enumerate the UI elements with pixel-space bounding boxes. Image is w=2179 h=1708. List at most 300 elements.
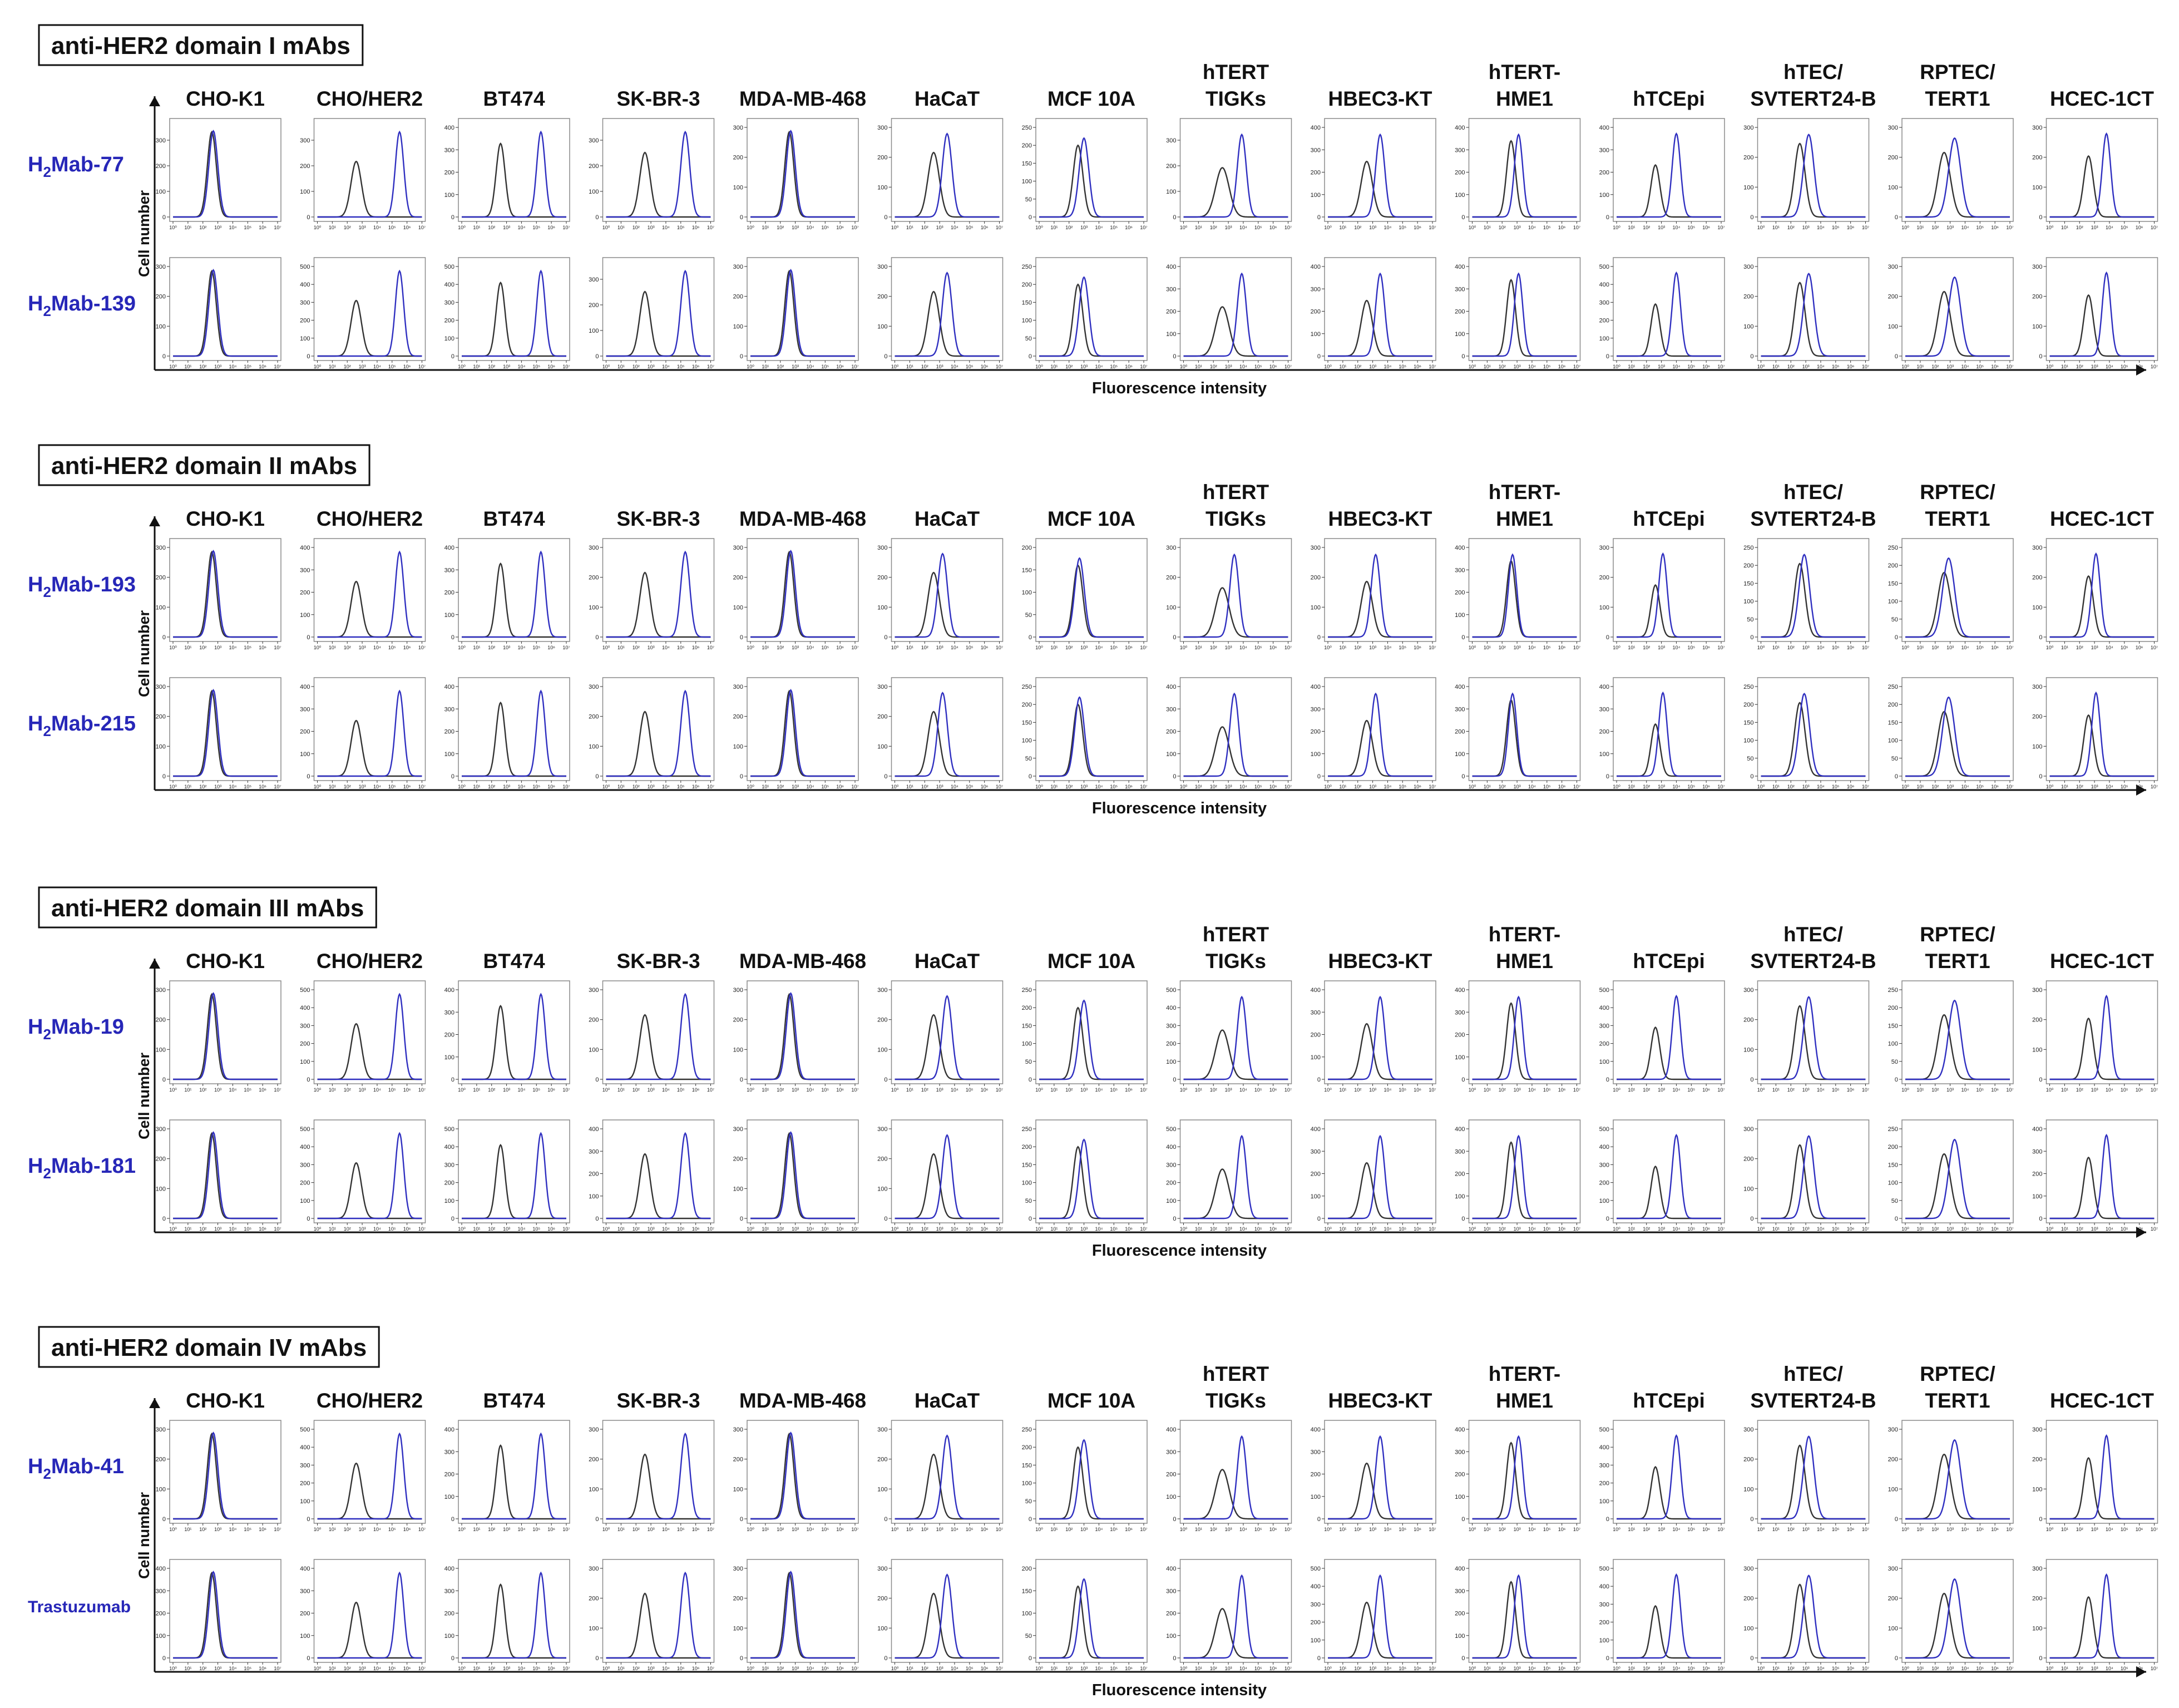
x-tick-label: 10¹	[1628, 225, 1636, 230]
y-tick-label: 200	[2032, 574, 2043, 581]
x-tick-label: 10¹	[1050, 1666, 1058, 1671]
x-tick-label: 10³	[1080, 1087, 1088, 1093]
x-tick-label: 10⁷	[706, 645, 715, 650]
x-axis-label: Fluorescence intensity	[1091, 1681, 1267, 1699]
y-tick-label: 0	[1028, 353, 1032, 360]
x-tick-label: 10³	[1513, 364, 1521, 369]
x-tick-label: 10⁵	[1976, 1087, 1984, 1093]
x-tick-label: 10⁵	[1976, 225, 1984, 230]
x-tick-label: 10⁰	[1035, 1666, 1043, 1671]
histogram-plot	[589, 258, 714, 369]
y-tick-label: 300	[1455, 286, 1465, 293]
x-tick-label: 10²	[1354, 1527, 1362, 1532]
plot-frame	[1613, 1559, 1725, 1662]
y-tick-label: 100	[1888, 598, 1898, 605]
histogram-plot	[877, 1559, 1003, 1671]
x-tick-label: 10⁴	[1384, 784, 1392, 789]
x-tick-label: 10⁴	[1816, 1087, 1825, 1093]
x-tick-label: 10⁶	[1558, 364, 1566, 369]
x-tick-label: 10⁰	[891, 1527, 899, 1532]
y-tick-label: 300	[589, 545, 599, 551]
x-tick-label: 10⁰	[1324, 1087, 1332, 1093]
x-tick-label: 10⁴	[1672, 784, 1681, 789]
plot-frame	[170, 981, 281, 1084]
y-tick-label: 200	[877, 154, 888, 161]
plot-frame	[1469, 678, 1580, 781]
x-tick-label: 10⁶	[1991, 364, 1999, 369]
x-tick-label: 10⁰	[169, 1087, 177, 1093]
histogram-plot	[1455, 981, 1580, 1093]
x-tick-label: 10⁵	[1110, 364, 1118, 369]
x-tick-label: 10⁵	[1687, 784, 1696, 789]
x-tick-label: 10⁶	[1414, 1666, 1422, 1671]
y-tick-label: 200	[1310, 1471, 1321, 1478]
histogram-plot	[1311, 258, 1436, 369]
x-tick-label: 10⁴	[1672, 364, 1681, 369]
x-tick-label: 10⁵	[388, 1527, 396, 1532]
x-axis-label: Fluorescence intensity	[1091, 799, 1267, 817]
x-tick-label: 10⁶	[1414, 1527, 1422, 1532]
y-tick-label: 200	[877, 293, 888, 300]
x-tick-label: 10¹	[906, 1666, 913, 1671]
y-tick-label: 0	[1461, 634, 1465, 641]
x-tick-label: 10⁰	[747, 1666, 754, 1671]
x-tick-label: 10⁷	[418, 1666, 426, 1671]
x-tick-label: 10³	[1369, 1666, 1377, 1671]
x-tick-label: 10²	[1209, 784, 1217, 789]
y-tick-label: 0	[1461, 353, 1465, 360]
x-tick-label: 10²	[343, 1666, 351, 1671]
x-tick-label: 10⁶	[1269, 1666, 1277, 1671]
x-tick-label: 10⁴	[806, 1087, 814, 1093]
x-tick-label: 10¹	[473, 1527, 481, 1532]
cell-line-label: TIGKs	[1205, 507, 1266, 530]
y-tick-label: 50	[1025, 1498, 1032, 1505]
x-tick-label: 10⁰	[1179, 1527, 1188, 1532]
cell-line-label: TERT1	[1925, 1389, 1990, 1412]
x-tick-label: 10⁴	[2105, 784, 2113, 789]
y-tick-label: 100	[1310, 330, 1321, 338]
y-tick-label: 0	[162, 634, 166, 641]
x-tick-label: 10⁵	[676, 1087, 685, 1093]
x-tick-label: 10⁶	[1702, 1527, 1711, 1532]
x-tick-label: 10⁷	[2150, 645, 2158, 650]
x-tick-label: 10²	[343, 1527, 351, 1532]
y-tick-label: 200	[1021, 702, 1032, 709]
x-tick-label: 10⁷	[1861, 645, 1870, 650]
x-tick-label: 10⁶	[836, 645, 844, 650]
x-tick-label: 10³	[358, 784, 366, 789]
x-tick-label: 10⁵	[2120, 1226, 2128, 1232]
y-tick-label: 100	[589, 1193, 599, 1200]
x-tick-label: 10³	[1513, 1087, 1521, 1093]
x-tick-label: 10²	[1931, 364, 1939, 369]
x-tick-label: 10⁷	[1140, 1666, 1148, 1671]
x-tick-label: 10²	[1498, 364, 1506, 369]
x-tick-label: 10⁴	[1528, 225, 1536, 230]
x-tick-label: 10⁵	[965, 1666, 974, 1671]
x-axis-label: Fluorescence intensity	[1091, 379, 1267, 397]
cell-line-label: HaCaT	[914, 1389, 980, 1412]
y-tick-label: 300	[300, 706, 310, 713]
y-tick-label: 400	[2032, 1126, 2043, 1133]
y-tick-label: 500	[1599, 264, 1609, 270]
y-tick-label: 0	[1317, 634, 1321, 641]
x-tick-label: 10⁶	[1414, 225, 1422, 230]
y-axis-arrow	[149, 516, 160, 526]
y-tick-label: 50	[1891, 616, 1898, 623]
x-tick-label: 10⁰	[458, 1087, 466, 1093]
x-tick-label: 10⁴	[1816, 225, 1825, 230]
y-tick-label: 200	[1743, 1595, 1754, 1602]
x-tick-label: 10⁵	[532, 1226, 541, 1232]
x-tick-label: 10⁶	[1846, 1527, 1855, 1532]
y-tick-label: 100	[2032, 1046, 2043, 1054]
x-tick-label: 10⁴	[1672, 645, 1681, 650]
y-tick-label: 200	[1743, 154, 1754, 161]
x-tick-label: 10²	[343, 645, 351, 650]
cell-line-label: HME1	[1496, 507, 1553, 530]
x-tick-label: 10⁶	[1702, 364, 1711, 369]
y-tick-label: 400	[1310, 1583, 1321, 1591]
y-tick-label: 250	[1021, 125, 1032, 131]
x-tick-label: 10⁰	[602, 364, 610, 369]
histogram-plot	[733, 981, 859, 1093]
plot-frame	[1758, 539, 1869, 641]
y-tick-label: 400	[1166, 264, 1177, 270]
y-tick-label: 0	[884, 773, 888, 780]
x-tick-label: 10¹	[1628, 1087, 1636, 1093]
y-tick-label: 300	[733, 264, 743, 270]
x-tick-label: 10⁵	[244, 1087, 252, 1093]
histogram-plot	[1888, 1420, 2014, 1532]
y-tick-label: 200	[155, 1156, 166, 1163]
x-tick-label: 10⁵	[244, 225, 252, 230]
y-tick-label: 0	[1461, 1216, 1465, 1222]
x-tick-label: 10⁷	[2006, 1226, 2014, 1232]
x-tick-label: 10⁷	[1429, 1087, 1436, 1093]
histogram-plot	[156, 539, 281, 650]
y-tick-label: 200	[1888, 154, 1898, 161]
y-tick-label: 100	[155, 1632, 166, 1640]
x-tick-label: 10⁰	[458, 1666, 466, 1671]
x-tick-label: 10⁵	[1687, 645, 1696, 650]
x-tick-label: 10⁵	[388, 225, 396, 230]
x-tick-label: 10⁴	[1528, 364, 1536, 369]
y-tick-label: 200	[733, 1016, 743, 1024]
x-tick-label: 10⁵	[2120, 1666, 2128, 1671]
x-tick-label: 10⁰	[891, 1087, 899, 1093]
x-tick-label: 10⁶	[547, 364, 556, 369]
x-tick-label: 10⁶	[1846, 364, 1855, 369]
x-tick-label: 10⁷	[1284, 1666, 1292, 1671]
x-tick-label: 10²	[2076, 1527, 2083, 1532]
y-tick-label: 200	[1743, 1156, 1754, 1163]
x-tick-label: 10⁰	[169, 1226, 177, 1232]
y-tick-label: 300	[300, 567, 310, 574]
x-tick-label: 10⁶	[980, 364, 989, 369]
y-tick-label: 0	[1605, 1216, 1609, 1222]
y-tick-label: 250	[1021, 1126, 1032, 1133]
y-tick-label: 0	[595, 773, 599, 780]
y-tick-label: 100	[1455, 1054, 1465, 1061]
x-tick-label: 10⁷	[1717, 645, 1725, 650]
x-tick-label: 10²	[2076, 1087, 2083, 1093]
x-tick-label: 10²	[2076, 364, 2083, 369]
x-tick-label: 10⁴	[1384, 1226, 1392, 1232]
y-tick-label: 300	[589, 987, 599, 994]
x-tick-label: 10⁶	[259, 1226, 267, 1232]
y-tick-label: 200	[1310, 1171, 1321, 1178]
y-tick-label: 0	[1461, 1077, 1465, 1083]
histogram-plot	[1743, 1559, 1869, 1671]
x-tick-label: 10⁰	[1757, 1666, 1765, 1671]
x-tick-label: 10⁶	[403, 1666, 411, 1671]
x-tick-label: 10⁰	[602, 225, 610, 230]
x-tick-label: 10²	[921, 645, 928, 650]
x-tick-label: 10²	[2076, 1666, 2083, 1671]
x-tick-label: 10²	[1354, 784, 1362, 789]
x-tick-label: 10⁶	[691, 225, 700, 230]
x-tick-label: 10⁷	[2006, 1087, 2014, 1093]
panel-title: anti-HER2 domain II mAbs	[51, 452, 358, 480]
y-tick-label: 0	[2039, 1516, 2043, 1523]
x-tick-label: 10⁰	[169, 645, 177, 650]
histogram-plot	[1311, 981, 1436, 1093]
cell-line-label: SVTERT24-B	[1750, 1389, 1876, 1412]
x-tick-label: 10²	[777, 1087, 784, 1093]
histogram-plot	[733, 1559, 859, 1671]
y-tick-label: 250	[1888, 1126, 1898, 1133]
histogram-plot	[300, 1420, 426, 1532]
x-tick-label: 10¹	[1628, 364, 1636, 369]
x-tick-label: 10⁴	[950, 364, 958, 369]
x-tick-label: 10²	[921, 1666, 928, 1671]
x-tick-label: 10²	[1354, 1087, 1362, 1093]
x-tick-label: 10⁶	[1125, 645, 1133, 650]
x-tick-label: 10⁵	[1399, 645, 1407, 650]
x-tick-label: 10⁴	[1961, 364, 1969, 369]
y-tick-label: 100	[1310, 1193, 1321, 1200]
y-tick-label: 200	[733, 713, 743, 720]
y-tick-label: 100	[1455, 611, 1465, 619]
x-tick-label: 10²	[1065, 225, 1073, 230]
y-tick-label: 300	[589, 137, 599, 144]
x-tick-label: 10⁷	[1573, 225, 1581, 230]
y-tick-label: 200	[300, 163, 310, 170]
x-tick-label: 10¹	[906, 1226, 913, 1232]
x-tick-label: 10⁶	[1414, 784, 1422, 789]
x-tick-label: 10⁶	[1991, 1666, 1999, 1671]
x-tick-label: 10¹	[328, 1226, 336, 1232]
x-tick-label: 10³	[792, 784, 799, 789]
x-tick-label: 10⁰	[2045, 784, 2054, 789]
x-tick-label: 10⁰	[1324, 225, 1332, 230]
x-tick-label: 10³	[358, 1666, 366, 1671]
y-tick-label: 0	[884, 1516, 888, 1523]
x-tick-label: 10²	[2076, 645, 2083, 650]
y-tick-label: 300	[877, 125, 888, 131]
y-tick-label: 100	[1310, 191, 1321, 199]
y-tick-label: 200	[1166, 574, 1177, 581]
x-tick-label: 10²	[1354, 364, 1362, 369]
y-tick-label: 200	[300, 1480, 310, 1487]
y-tick-label: 100	[1166, 1493, 1177, 1500]
x-tick-label: 10⁶	[259, 1527, 267, 1532]
y-axis-label: Cell number	[136, 190, 152, 278]
x-tick-label: 10⁶	[1558, 225, 1566, 230]
x-tick-label: 10⁵	[2120, 1087, 2128, 1093]
x-tick-label: 10⁵	[821, 364, 829, 369]
x-tick-label: 10⁵	[1831, 784, 1840, 789]
x-tick-label: 10⁴	[1095, 1666, 1103, 1671]
y-tick-label: 0	[739, 1655, 743, 1662]
y-tick-label: 500	[1166, 1126, 1177, 1133]
x-tick-label: 10³	[1658, 1527, 1666, 1532]
x-tick-label: 10⁵	[676, 784, 685, 789]
plot-frame	[1036, 258, 1147, 361]
cell-line-label: TIGKs	[1205, 1389, 1266, 1412]
antibody-row	[28, 1559, 2158, 1671]
antibody-row	[28, 258, 2158, 369]
y-tick-label: 200	[1455, 589, 1465, 596]
x-tick-label: 10⁵	[1110, 1666, 1118, 1671]
y-tick-label: 300	[733, 684, 743, 690]
y-tick-label: 200	[733, 574, 743, 581]
x-tick-label: 10⁶	[980, 1226, 989, 1232]
cell-line-label: hTERT-	[1488, 923, 1561, 946]
x-tick-label: 10²	[1209, 225, 1217, 230]
cell-line-label: hTERT-	[1488, 481, 1561, 503]
plot-frame	[1758, 1120, 1869, 1223]
cell-line-label: HME1	[1496, 950, 1553, 973]
x-tick-label: 10⁶	[1558, 1087, 1566, 1093]
x-tick-label: 10⁴	[950, 784, 958, 789]
x-tick-label: 10⁴	[1672, 1226, 1681, 1232]
x-tick-label: 10⁴	[1961, 1527, 1969, 1532]
histogram-plot	[156, 678, 281, 789]
x-tick-label: 10⁷	[562, 225, 570, 230]
y-tick-label: 200	[1310, 728, 1321, 735]
x-tick-label: 10³	[936, 645, 943, 650]
x-tick-label: 10⁶	[1269, 1087, 1277, 1093]
y-tick-label: 0	[162, 353, 166, 360]
y-tick-label: 0	[1317, 773, 1321, 780]
x-tick-label: 10⁰	[2045, 364, 2054, 369]
x-tick-label: 10⁰	[1468, 1226, 1476, 1232]
x-tick-label: 10⁰	[1324, 784, 1332, 789]
cell-line-label: hTCEpi	[1633, 507, 1705, 530]
x-tick-label: 10⁴	[1239, 784, 1247, 789]
x-tick-label: 10⁶	[1125, 1226, 1133, 1232]
histogram-plot	[1166, 1120, 1292, 1232]
y-tick-label: 100	[2032, 743, 2043, 751]
x-tick-label: 10¹	[473, 225, 481, 230]
histogram-plot	[1455, 1559, 1580, 1671]
y-tick-label: 100	[1021, 1610, 1032, 1617]
cell-line-label: MCF 10A	[1047, 507, 1136, 530]
x-tick-label: 10³	[1224, 1226, 1232, 1232]
y-tick-label: 200	[733, 154, 743, 161]
x-tick-label: 10⁴	[373, 1087, 381, 1093]
y-tick-label: 0	[1461, 1655, 1465, 1662]
y-tick-label: 100	[2032, 1486, 2043, 1493]
y-tick-label: 100	[733, 1186, 743, 1193]
y-axis-arrow	[149, 1398, 160, 1408]
x-tick-label: 10⁴	[806, 1666, 814, 1671]
y-tick-label: 0	[1894, 1077, 1898, 1083]
x-tick-label: 10⁵	[1254, 784, 1262, 789]
x-tick-label: 10⁴	[517, 1666, 526, 1671]
x-tick-label: 10⁴	[2105, 1666, 2113, 1671]
histogram-plot	[1166, 678, 1292, 789]
x-tick-label: 10²	[632, 1226, 640, 1232]
x-tick-label: 10⁶	[1702, 1666, 1711, 1671]
plot-frame	[2047, 678, 2158, 781]
x-tick-label: 10³	[214, 225, 222, 230]
x-tick-label: 10³	[1224, 784, 1232, 789]
y-axis-label: Cell number	[136, 1052, 152, 1140]
cell-line-label: SK-BR-3	[616, 87, 700, 110]
x-tick-label: 10⁶	[259, 225, 267, 230]
x-tick-label: 10³	[214, 645, 222, 650]
y-tick-label: 100	[1743, 1186, 1754, 1193]
x-tick-label: 10³	[2091, 645, 2098, 650]
x-tick-label: 10³	[358, 1527, 366, 1532]
y-tick-label: 100	[155, 743, 166, 751]
x-tick-label: 10¹	[328, 1087, 336, 1093]
x-tick-label: 10²	[199, 1666, 207, 1671]
x-tick-label: 10¹	[184, 645, 192, 650]
x-tick-label: 10²	[488, 1527, 496, 1532]
histogram-plot	[1166, 1559, 1292, 1671]
y-tick-label: 0	[595, 1216, 599, 1222]
y-tick-label: 0	[162, 214, 166, 221]
x-tick-label: 10³	[792, 645, 799, 650]
y-tick-label: 300	[1310, 1148, 1321, 1156]
y-tick-label: 200	[300, 1040, 310, 1048]
x-tick-label: 10⁴	[1528, 784, 1536, 789]
histogram-plot	[589, 1420, 714, 1532]
y-tick-label: 100	[444, 1632, 454, 1640]
x-tick-label: 10³	[1080, 1666, 1088, 1671]
y-tick-label: 300	[877, 1126, 888, 1133]
histogram-plot	[877, 539, 1003, 650]
y-tick-label: 100	[1888, 1179, 1898, 1187]
y-tick-label: 300	[2032, 545, 2043, 551]
histogram-plot	[1455, 1120, 1580, 1232]
y-tick-label: 100	[1743, 737, 1754, 744]
x-tick-label: 10⁷	[706, 1226, 715, 1232]
x-tick-label: 10⁴	[517, 364, 526, 369]
y-tick-label: 250	[1021, 987, 1032, 994]
x-tick-label: 10⁶	[547, 784, 556, 789]
plot-frame	[747, 1420, 858, 1523]
y-tick-label: 100	[1021, 178, 1032, 185]
histogram-plot	[300, 258, 426, 369]
plot-frame	[603, 678, 714, 781]
x-tick-label: 10⁷	[1284, 1226, 1292, 1232]
y-tick-label: 300	[1455, 706, 1465, 713]
y-tick-label: 100	[1599, 1197, 1609, 1205]
x-tick-label: 10⁵	[1110, 1527, 1118, 1532]
y-tick-label: 300	[1888, 1566, 1898, 1572]
histogram-plot	[1888, 258, 2014, 369]
x-tick-label: 10²	[777, 645, 784, 650]
x-tick-label: 10⁷	[1717, 1087, 1725, 1093]
x-tick-label: 10²	[1354, 645, 1362, 650]
x-tick-label: 10¹	[328, 364, 336, 369]
